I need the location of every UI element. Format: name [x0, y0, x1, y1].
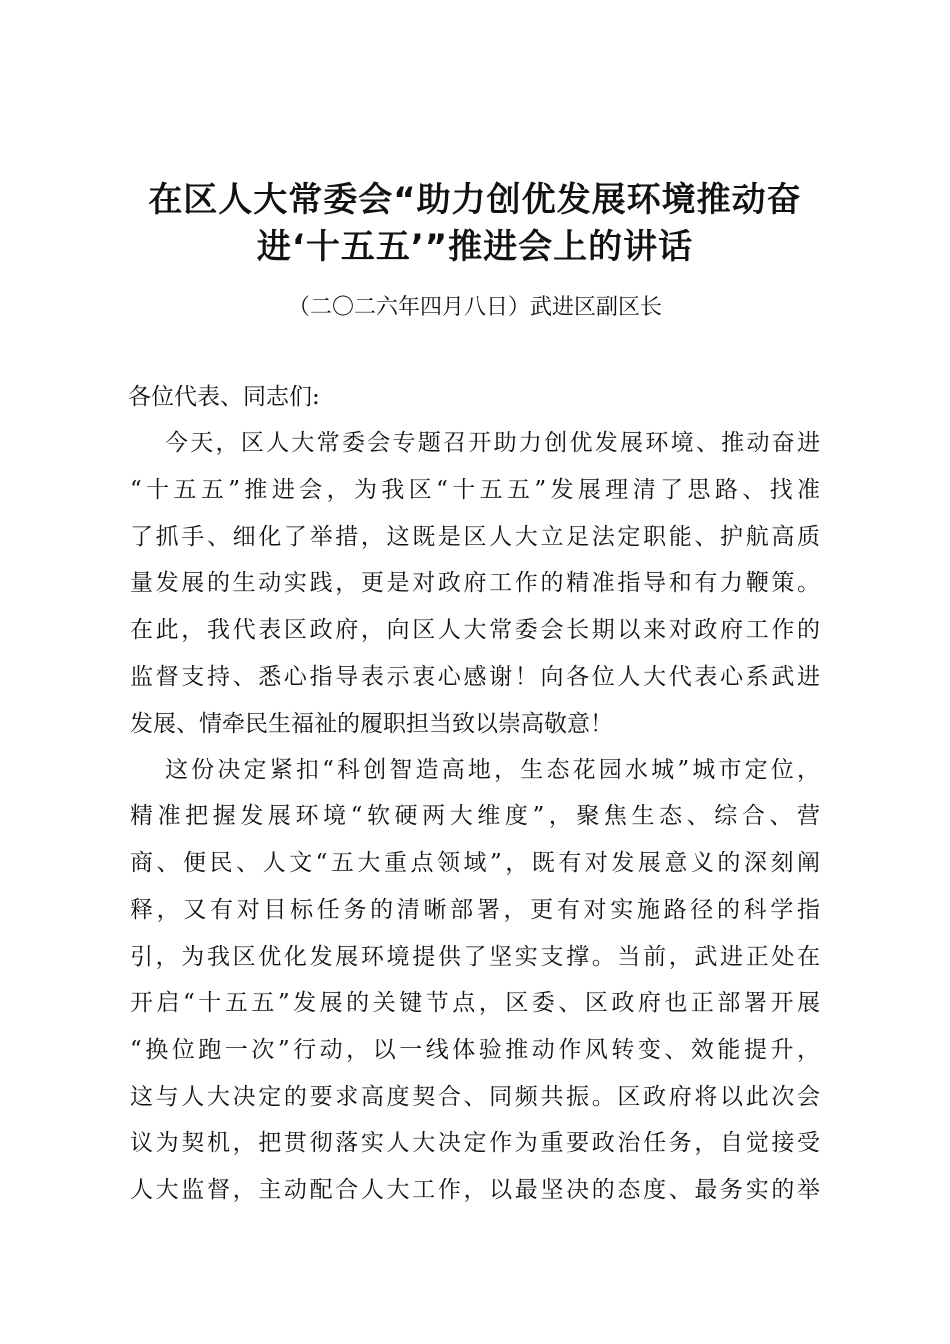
salutation: 各位代表、同志们:	[128, 384, 320, 410]
paragraph-1-line: 发展、情牵民生福祉的履职担当致以崇高敬意！	[130, 711, 613, 737]
paragraph-2-line: 精准把握发展环境“软硬两大维度”，聚焦生态、综合、营	[130, 803, 820, 829]
paragraph-1-line: “十五五”推进会，为我区“十五五”发展理清了思路、找准	[130, 477, 820, 503]
paragraph-1-line: 监督支持、悉心指导表示衷心感谢！向各位人大代表心系武进	[130, 664, 820, 690]
paragraph-1-line: 在此，我代表区政府，向区人大常委会长期以来对政府工作的	[130, 617, 820, 643]
paragraph-2-line: “换位跑一次”行动，以一线体验推动作风转变、效能提升，	[130, 1037, 820, 1063]
paragraph-1-line: 今天，区人大常委会专题召开助力创优发展环境、推动奋进	[165, 430, 820, 456]
document-title-line-1: 在区人大常委会“助力创优发展环境推动奋	[148, 180, 802, 220]
paragraph-2-line: 议为契机，把贯彻落实人大决定作为重要政治任务，自觉接受	[130, 1130, 820, 1156]
paragraph-1-line: 量发展的生动实践，更是对政府工作的精准指导和有力鞭策。	[130, 570, 820, 596]
document-subtitle: （二〇二六年四月八日）武进区副区长	[287, 295, 662, 320]
paragraph-2-line: 这与人大决定的要求高度契合、同频共振。区政府将以此次会	[130, 1084, 820, 1110]
document-title-line-2: 进‘十五五’”推进会上的讲话	[256, 227, 694, 267]
paragraph-2-line: 引，为我区优化发展环境提供了坚实支撑。当前，武进正处在	[130, 944, 820, 970]
paragraph-2-line: 释，又有对目标任务的清晰部署，更有对实施路径的科学指	[130, 897, 820, 923]
paragraph-2-line: 这份决定紧扣“科创智造高地，生态花园水城”城市定位，	[165, 757, 820, 783]
paragraph-1-line: 了抓手、细化了举措，这既是区人大立足法定职能、护航高质	[130, 524, 820, 550]
paragraph-2-line: 人大监督，主动配合人大工作，以最坚决的态度、最务实的举	[130, 1177, 820, 1203]
paragraph-2-line: 开启“十五五”发展的关键节点，区委、区政府也正部署开展	[130, 990, 820, 1016]
paragraph-2-line: 商、便民、人文“五大重点领域”，既有对发展意义的深刻阐	[130, 850, 820, 876]
